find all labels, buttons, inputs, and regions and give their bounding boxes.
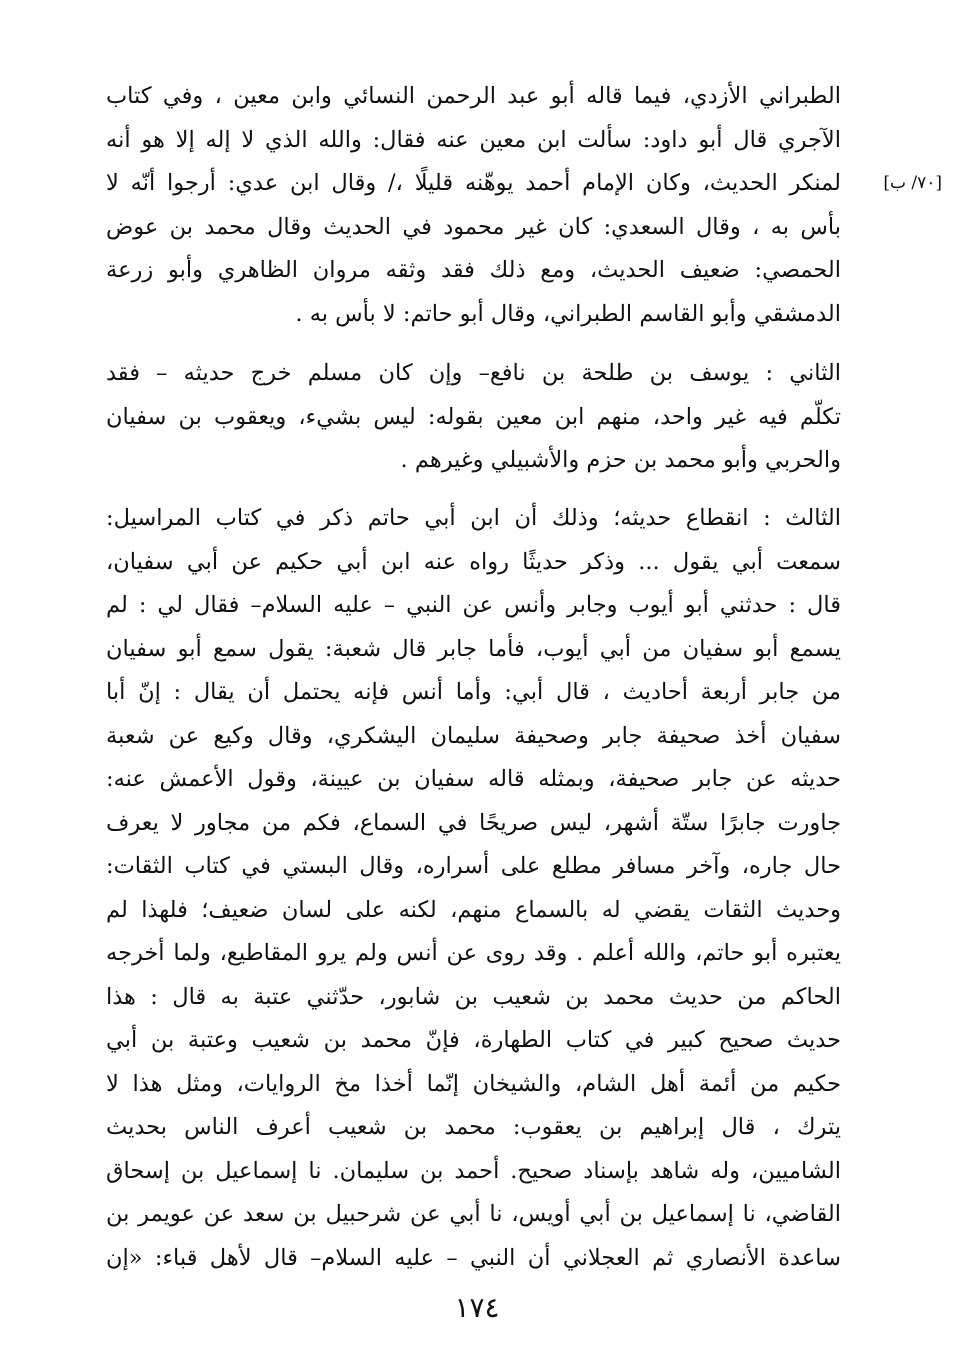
text-line: حديث صحيح كبير في كتاب الطهارة، فإنّ محمد بن شعيب وعتبة بن أبي xyxy=(106,1027,841,1053)
text-line: ساعدة الأنصاري ثم العجلاني أن النبي – عليه السلام– قال لأهل قباء: «إن xyxy=(106,1244,841,1271)
text-line: يترك ، قال إبراهيم بن يعقوب: محمد بن شعيب أعرف الناس بحديث xyxy=(106,1114,841,1140)
text-line: الدمشقي وأبو القاسم الطبراني، وقال أبو حاتم: لا بأس به . xyxy=(295,300,841,327)
text-line: حال جاره، وآخر مسافر مطلع على أسراره، وقال البستي في كتاب الثقات: xyxy=(106,853,841,879)
text-line: جاورت جابرًا ستّة أشهر، ليس صريحًا في السماع، فكم من مجاور لا يعرف xyxy=(106,809,841,836)
paragraph-2 xyxy=(106,352,841,483)
text-line: لمنكر الحديث، وكان الإمام أحمد يوهّنه قليلًا ،/ وقال ابن عدي: أرجوا أنّه لا xyxy=(106,170,841,196)
text-line: الثاني : يوسف بن طلحة بن نافع– وإن كان مسلم خرج حديثه – فقد xyxy=(106,360,841,386)
text-line: القاضي، نا إسماعيل بن أبي أويس، نا أبي عن شرحبيل بن سعد عن عويمر بن xyxy=(106,1201,841,1227)
text-line: الطبراني الأزدي، فيما قاله أبو عبد الرحمن النسائي وابن معين ، وفي كتاب xyxy=(106,83,841,109)
text-line: وحديث الثقات يقضي له بالسماع منهم، لكنه على لسان ضعيف؛ فلهذا لم xyxy=(106,896,841,923)
margin-folio-note: [٧٠/ ب] xyxy=(883,173,942,193)
text-line: الحمصي: ضعيف الحديث، ومع ذلك فقد وثقه مروان الظاهري وأبو زرعة xyxy=(106,257,841,283)
text-line: والحربي وأبو محمد بن حزم والأشبيلي وغيرهم . xyxy=(400,447,841,473)
text-line: حكيم من أئمة أهل الشام، والشيخان إنّما أخذا مخ الروايات، ومثل هذا لا xyxy=(106,1070,841,1097)
text-line: حديثه عن جابر صحيفة، وبمثله قاله سفيان بن عيينة، وقول الأعمش عنه: xyxy=(106,766,841,792)
paragraph-3 xyxy=(106,497,841,1280)
text-line: تكلّم فيه غير واحد، منهم ابن معين بقوله: ليس بشيء، ويعقوب بن سفيان xyxy=(106,403,841,430)
text-line: بأس به ، وقال السعدي: كان غير محمود في الحديث وقال محمد بن عوض xyxy=(106,213,841,240)
page-number: ١٧٤ xyxy=(454,1291,500,1324)
text-line: سفيان أخذ صحيفة جابر وصحيفة سليمان اليشكري، وقال وكيع عن شعبة xyxy=(106,722,841,749)
text-line: الآجري قال أبو داود: سألت ابن معين عنه فقال: والله الذي لا إله إلا هو أنه xyxy=(106,126,841,153)
text-line: الشاميين، وله شاهد بإسناد صحيح. أحمد بن سليمان. نا إسماعيل بن إسحاق xyxy=(106,1157,841,1184)
text-line: يعتبره أبو حاتم، والله أعلم . وقد روى عن أنس ولم يرو المقاطيع، ولما أخرجه xyxy=(106,940,841,966)
text-line: قال : حدثني أبو أيوب وجابر وأنس عن النبي – عليه السلام– فقال لي : لم xyxy=(106,592,841,618)
text-line: الحاكم من حديث محمد بن شعيب بن شابور، حدّثني عتبة به قال : هذا xyxy=(106,983,841,1010)
paragraph-1 xyxy=(106,75,841,336)
text-line: سمعت أبي يقول ... وذكر حديثًا رواه عنه ابن أبي حكيم عن أبي سفيان، xyxy=(106,548,841,575)
text-line: يسمع أبو سفيان من أبي أيوب، فأما جابر قال شعبة: يقول سمع أبو سفيان xyxy=(106,635,841,662)
text-line: الثالث : انقطاع حديثه؛ وذلك أن ابن أبي حاتم ذكر في كتاب المراسيل: xyxy=(106,505,841,531)
text-line: من جابر أربعة أحاديث ، قال أبي: وأما أنس فإنه يحتمل أن يقال : إنّ أبا xyxy=(106,679,841,705)
